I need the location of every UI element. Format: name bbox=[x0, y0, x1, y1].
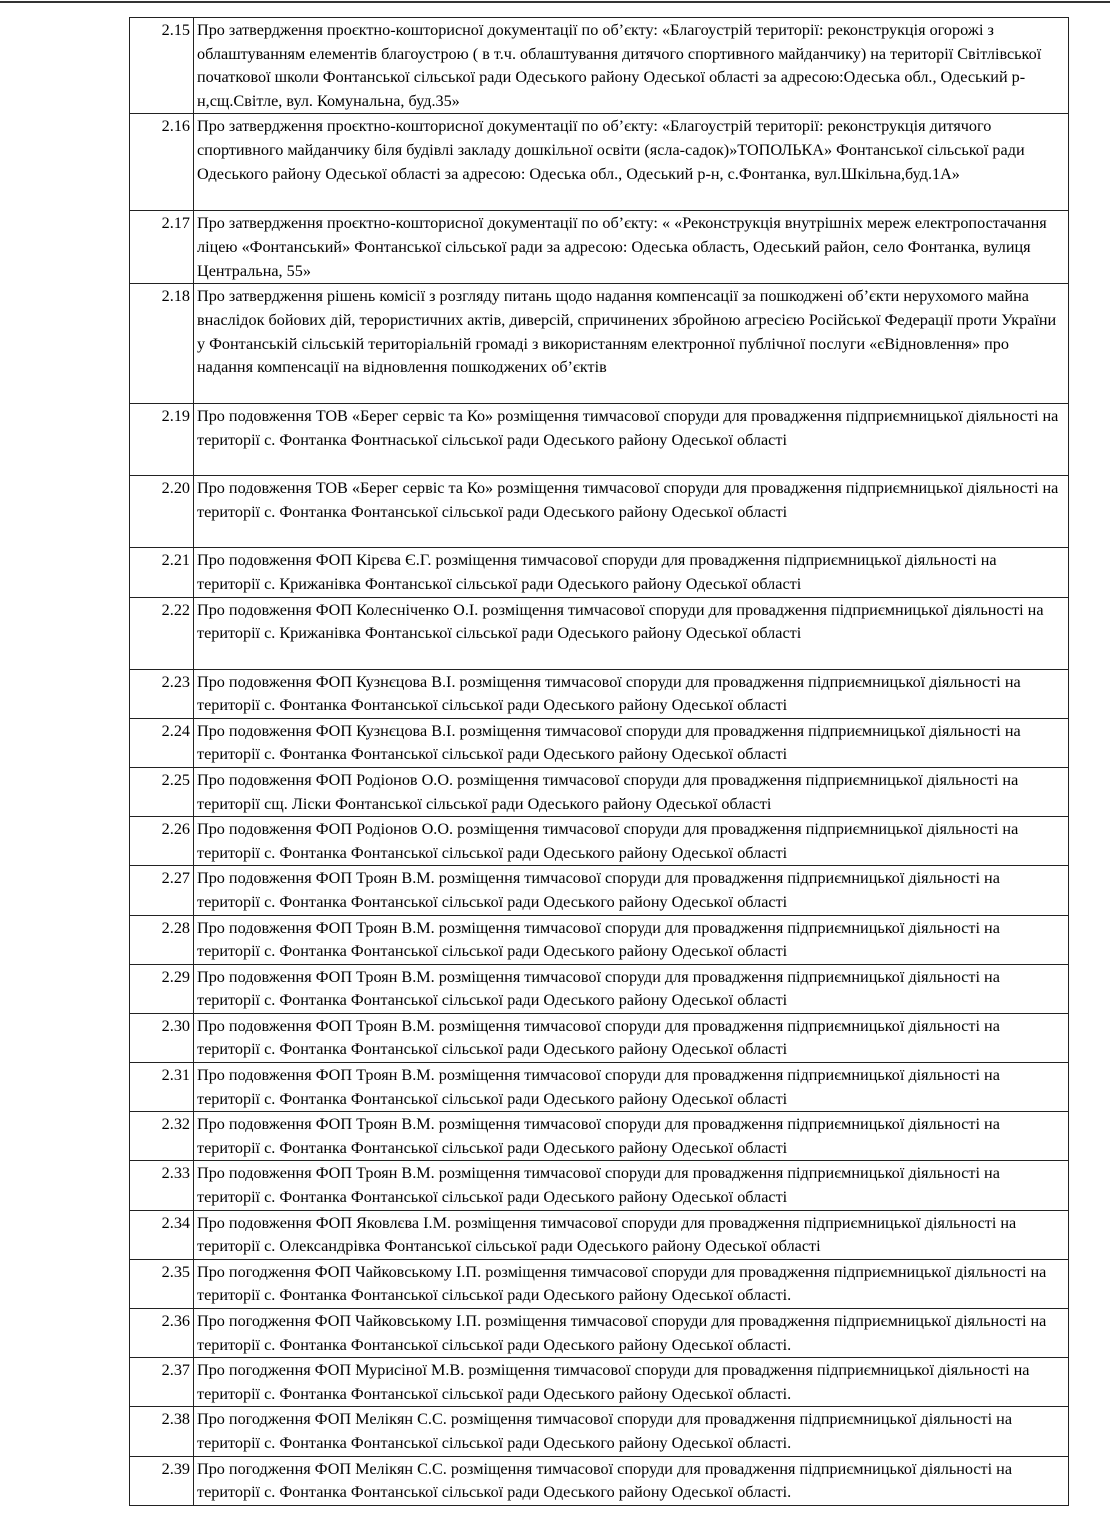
agenda-item-text: Про погодження ФОП Мелікян С.С. розміщення тимчасової споруди для провадження підприємницької діяльності на території с. Фонтанка Фонтанської сільської ради Одеського району Одеської області. bbox=[194, 1456, 1069, 1505]
agenda-item-number: 2.36 bbox=[130, 1309, 194, 1358]
agenda-item-number: 2.29 bbox=[130, 964, 194, 1013]
agenda-item-number: 2.15 bbox=[130, 18, 194, 114]
agenda-row bbox=[130, 1112, 1069, 1161]
agenda-row bbox=[130, 1210, 1069, 1259]
agenda-item-number: 2.26 bbox=[130, 817, 194, 866]
agenda-item-text: Про погодження ФОП Мелікян С.С. розміщення тимчасової споруди для провадження підприємницької діяльності на території с. Фонтанка Фонтанської сільської ради Одеського району Одеської області. bbox=[194, 1407, 1069, 1456]
agenda-row bbox=[130, 404, 1069, 476]
agenda-item-number: 2.27 bbox=[130, 866, 194, 915]
agenda-row bbox=[130, 669, 1069, 718]
agenda-table bbox=[129, 17, 1069, 1506]
agenda-row bbox=[130, 1063, 1069, 1112]
agenda-item-text: Про подовження ФОП Кузнєцова В.І. розміщення тимчасової споруди для провадження підприємницької діяльності на території с. Фонтанка Фонтанської сільської ради Одеського району Одеської області bbox=[194, 718, 1069, 767]
agenda-item-number: 2.28 bbox=[130, 915, 194, 964]
agenda-item-text: Про затвердження проєктно-кошторисної документації по об’єкту: « «Реконструкція внутрішніх мереж електропостачання ліцею «Фонтанський» Фонтанської сільської ради за адресою: Одеська область, Одеський район, село Фонтанка, вулиця Центральна, 55» bbox=[194, 211, 1069, 284]
agenda-row bbox=[130, 1161, 1069, 1210]
agenda-row bbox=[130, 1407, 1069, 1456]
agenda-item-number: 2.19 bbox=[130, 404, 194, 476]
agenda-item-text: Про подовження ФОП Троян В.М. розміщення тимчасової споруди для провадження підприємницької діяльності на території с. Фонтанка Фонтанської сільської ради Одеського району Одеської області bbox=[194, 1063, 1069, 1112]
agenda-item-text: Про затвердження проєктно-кошторисної документації по об’єкту: «Благоустрій території: реконструкція огорожі з облаштуванням елементів благоустрою ( в т.ч. облаштування дитячого спортивного майданчику) на території Світлівської початкової школи Фонтанської сільської ради Одеського району Одеської області за адресою:Одеська обл., Одеський р-н,сщ.Світле, вул. Комунальна, буд.35» bbox=[194, 18, 1069, 114]
agenda-item-number: 2.22 bbox=[130, 597, 194, 669]
agenda-item-text: Про погодження ФОП Мурисіної М.В. розміщення тимчасової споруди для провадження підприємницької діяльності на території с. Фонтанка Фонтанської сільської ради Одеського району Одеської області. bbox=[194, 1358, 1069, 1407]
agenda-item-number: 2.33 bbox=[130, 1161, 194, 1210]
agenda-row bbox=[130, 1456, 1069, 1505]
agenda-row bbox=[130, 866, 1069, 915]
agenda-row bbox=[130, 718, 1069, 767]
agenda-item-text: Про затвердження рішень комісії з розгляду питань щодо надання компенсації за пошкоджені об’єкти нерухомого майна внаслідок бойових дій, терористичних актів, диверсій, спричинених збройною агресією Російської Федерації проти України у Фонтанській сільській територіальній громаді з використанням електронної публічної послуги «єВідновлення» про надання компенсації на відновлення пошкоджених об’єктів bbox=[194, 284, 1069, 404]
agenda-item-number: 2.31 bbox=[130, 1063, 194, 1112]
agenda-table-body bbox=[130, 18, 1069, 1506]
agenda-item-number: 2.34 bbox=[130, 1210, 194, 1259]
agenda-item-number: 2.23 bbox=[130, 669, 194, 718]
agenda-item-text: Про подовження ФОП Кірєва Є.Г. розміщення тимчасової споруди для провадження підприємницької діяльності на території с. Крижанівка Фонтанської сільської ради Одеського району Одеської області bbox=[194, 548, 1069, 597]
agenda-item-text: Про подовження ТОВ «Берег сервіс та Ко» розміщення тимчасової споруди для провадження підприємницької діяльності на території с. Фонтанка Фонтанської сільської ради Одеського району Одеської області bbox=[194, 476, 1069, 548]
agenda-item-text: Про подовження ТОВ «Берег сервіс та Ко» розміщення тимчасової споруди для провадження підприємницької діяльності на території с. Фонтанка Фонтнаської сільської ради Одеського району Одеської області bbox=[194, 404, 1069, 476]
agenda-row bbox=[130, 1358, 1069, 1407]
agenda-item-text: Про подовження ФОП Родіонов О.О. розміщення тимчасової споруди для провадження підприємницької діяльності на території сщ. Ліски Фонтанської сільської ради Одеського району Одеської області bbox=[194, 767, 1069, 816]
agenda-item-text: Про подовження ФОП Колесніченко О.І. розміщення тимчасової споруди для провадження підприємницької діяльності на території с. Крижанівка Фонтанської сільської ради Одеського району Одеської області bbox=[194, 597, 1069, 669]
agenda-item-number: 2.37 bbox=[130, 1358, 194, 1407]
agenda-row bbox=[130, 548, 1069, 597]
top-rule bbox=[0, 1, 1110, 3]
agenda-row bbox=[130, 18, 1069, 114]
agenda-item-text: Про подовження ФОП Троян В.М. розміщення тимчасової споруди для провадження підприємницької діяльності на території с. Фонтанка Фонтанської сільської ради Одеського району Одеської області bbox=[194, 1112, 1069, 1161]
agenda-row bbox=[130, 817, 1069, 866]
agenda-item-number: 2.21 bbox=[130, 548, 194, 597]
agenda-row bbox=[130, 767, 1069, 816]
agenda-row bbox=[130, 1259, 1069, 1308]
agenda-item-text: Про погодження ФОП Чайковському І.П. розміщення тимчасової споруди для провадження підприємницької діяльності на території с. Фонтанка Фонтанської сільської ради Одеського району Одеської області. bbox=[194, 1309, 1069, 1358]
agenda-item-number: 2.38 bbox=[130, 1407, 194, 1456]
agenda-item-number: 2.18 bbox=[130, 284, 194, 404]
agenda-item-text: Про подовження ФОП Троян В.М. розміщення тимчасової споруди для провадження підприємницької діяльності на території с. Фонтанка Фонтанської сільської ради Одеського району Одеської області bbox=[194, 1161, 1069, 1210]
agenda-item-number: 2.24 bbox=[130, 718, 194, 767]
agenda-row bbox=[130, 964, 1069, 1013]
agenda-item-number: 2.16 bbox=[130, 114, 194, 211]
agenda-item-number: 2.39 bbox=[130, 1456, 194, 1505]
agenda-row bbox=[130, 915, 1069, 964]
agenda-item-text: Про подовження ФОП Родіонов О.О. розміщення тимчасової споруди для провадження підприємницької діяльності на території с. Фонтанка Фонтанської сільської ради Одеського району Одеської області bbox=[194, 817, 1069, 866]
agenda-item-number: 2.30 bbox=[130, 1013, 194, 1062]
agenda-row bbox=[130, 114, 1069, 211]
agenda-row bbox=[130, 476, 1069, 548]
agenda-item-number: 2.20 bbox=[130, 476, 194, 548]
agenda-item-text: Про подовження ФОП Троян В.М. розміщення тимчасової споруди для провадження підприємницької діяльності на території с. Фонтанка Фонтанської сільської ради Одеського району Одеської області bbox=[194, 915, 1069, 964]
agenda-item-number: 2.32 bbox=[130, 1112, 194, 1161]
agenda-item-text: Про подовження ФОП Троян В.М. розміщення тимчасової споруди для провадження підприємницької діяльності на території с. Фонтанка Фонтанської сільської ради Одеського району Одеської області bbox=[194, 964, 1069, 1013]
agenda-item-text: Про подовження ФОП Троян В.М. розміщення тимчасової споруди для провадження підприємницької діяльності на території с. Фонтанка Фонтанської сільської ради Одеського району Одеської області bbox=[194, 1013, 1069, 1062]
agenda-item-number: 2.25 bbox=[130, 767, 194, 816]
agenda-item-text: Про затвердження проєктно-кошторисної документації по об’єкту: «Благоустрій території: реконструкція дитячого спортивного майданчику біля будівлі закладу дошкільної освіти (ясла-садок)»ТОПОЛЬКА» Фонтанської сільської ради Одеського району Одеської області за адресою: Одеська обл., Одеський р-н, с.Фонтанка, вул.Шкільна,буд.1А» bbox=[194, 114, 1069, 211]
agenda-item-text: Про подовження ФОП Троян В.М. розміщення тимчасової споруди для провадження підприємницької діяльності на території с. Фонтанка Фонтанської сільської ради Одеського району Одеської області bbox=[194, 866, 1069, 915]
agenda-item-number: 2.35 bbox=[130, 1259, 194, 1308]
agenda-item-number: 2.17 bbox=[130, 211, 194, 284]
agenda-item-text: Про подовження ФОП Яковлєва І.М. розміщення тимчасової споруди для провадження підприємницької діяльності на території с. Олександрівка Фонтанської сільської ради Одеського району Одеської області bbox=[194, 1210, 1069, 1259]
agenda-row bbox=[130, 211, 1069, 284]
agenda-row bbox=[130, 1309, 1069, 1358]
agenda-item-text: Про подовження ФОП Кузнєцова В.І. розміщення тимчасової споруди для провадження підприємницької діяльності на території с. Фонтанка Фонтанської сільської ради Одеського району Одеської області bbox=[194, 669, 1069, 718]
agenda-row bbox=[130, 1013, 1069, 1062]
agenda-row bbox=[130, 284, 1069, 404]
agenda-item-text: Про погодження ФОП Чайковському І.П. розміщення тимчасової споруди для провадження підприємницької діяльності на території с. Фонтанка Фонтанської сільської ради Одеського району Одеської області. bbox=[194, 1259, 1069, 1308]
agenda-row bbox=[130, 597, 1069, 669]
